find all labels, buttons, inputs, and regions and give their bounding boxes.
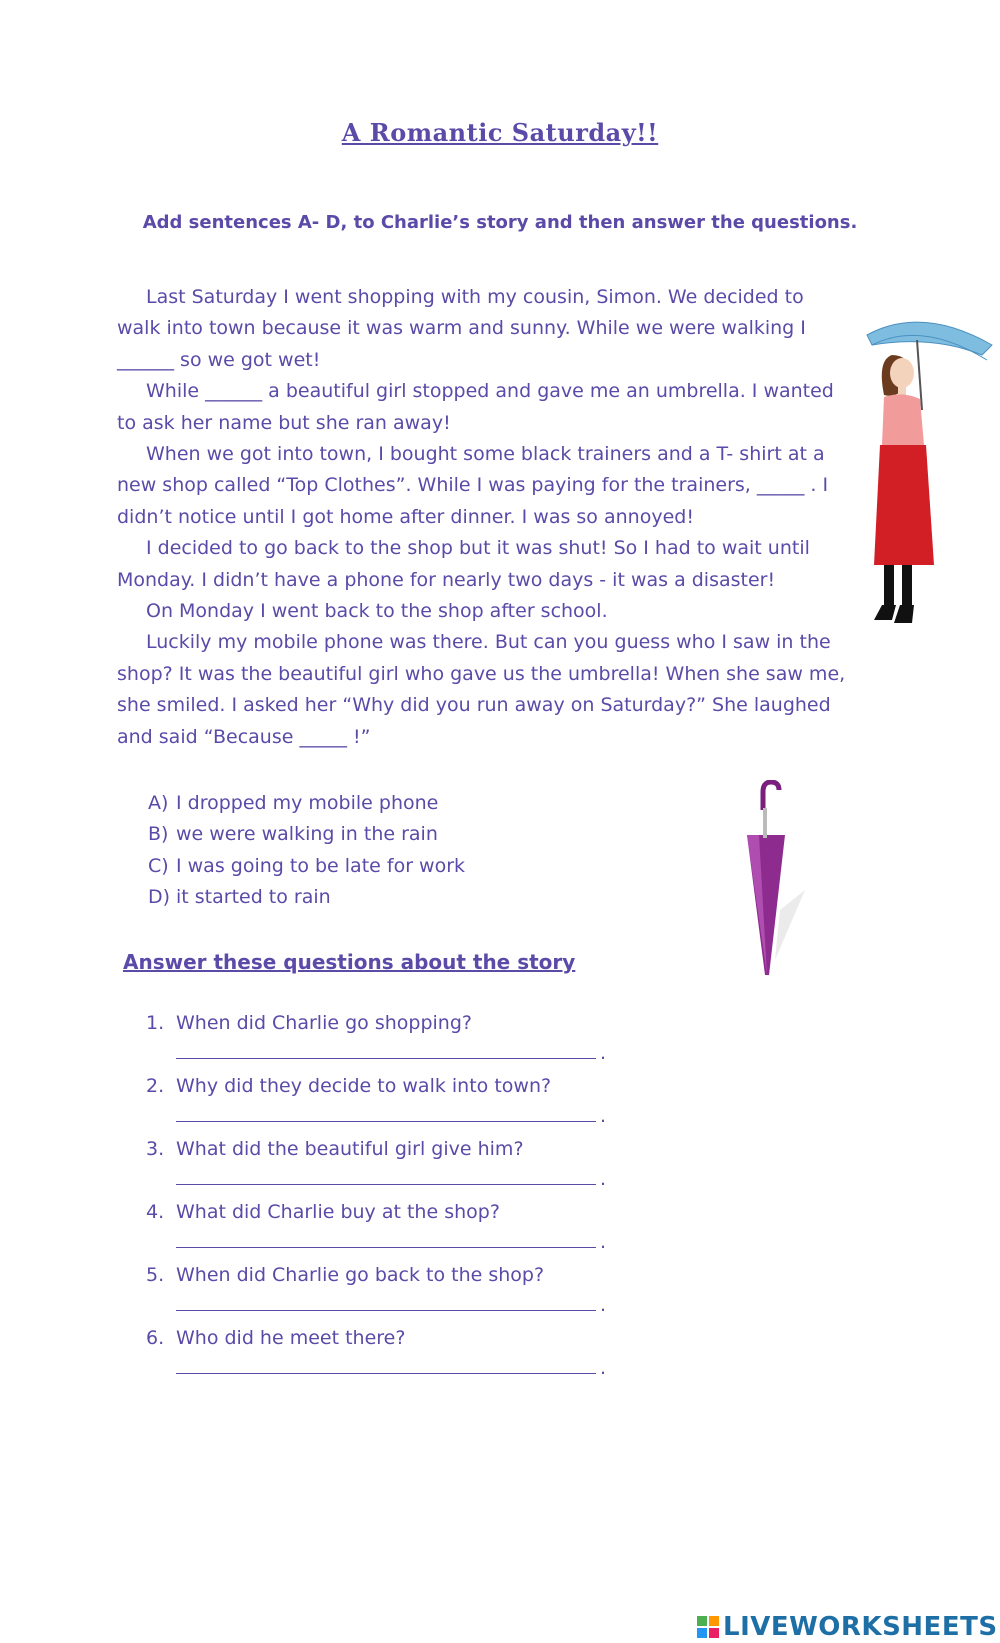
question-number: 3. (146, 1138, 165, 1160)
story-text (117, 282, 853, 753)
option-b (148, 819, 668, 850)
brand-name: LIVEWORKSHEETS (723, 1612, 998, 1642)
story-paragraph: Last Saturday I went shopping with my cousin, Simon. We decided to walk into town because it was warm and sunny. While we were walking I ______ so we got wet! (117, 286, 806, 371)
questions-heading: Answer these questions about the story (123, 950, 576, 974)
question-item (146, 1201, 666, 1264)
story-paragraph: I decided to go back to the shop but it was shut! So I had to wait until Monday. I didn’t have a phone for nearly two days - it was a disaster! (117, 537, 810, 591)
option-text: it started to rain (176, 886, 331, 909)
story-paragraph: On Monday I went back to the shop after school. (146, 600, 608, 623)
liveworksheets-logo-icon (697, 1616, 719, 1638)
question-item (146, 1075, 666, 1138)
answer-line[interactable] (176, 1040, 596, 1059)
sentence-options (148, 788, 668, 914)
option-d (148, 882, 668, 913)
story-paragraph: When we got into town, I bought some black trainers and a T- shirt at a new shop called “Top Clothes”. While I was paying for the trainers, _____ . I didn’t notice until I got home after dinner. I was so annoyed! (117, 443, 829, 528)
girl-with-umbrella-illustration (862, 315, 1000, 655)
question-item (146, 1264, 666, 1327)
question-item (146, 1327, 666, 1390)
answer-line[interactable] (176, 1229, 596, 1248)
option-text: I was going to be late for work (176, 854, 466, 877)
purple-umbrella-illustration (725, 780, 805, 990)
answer-line[interactable] (176, 1355, 596, 1374)
question-text: What did the beautiful girl give him? (176, 1138, 524, 1160)
question-text: Why did they decide to walk into town? (176, 1075, 552, 1097)
footer-brand (697, 1612, 998, 1642)
question-number: 1. (146, 1012, 165, 1034)
option-text: I dropped my mobile phone (176, 792, 439, 814)
option-c (148, 851, 668, 882)
option-letter: D) (148, 886, 171, 909)
question-list (146, 1012, 666, 1390)
answer-line[interactable] (176, 1292, 596, 1311)
question-item (146, 1138, 666, 1201)
option-letter: C) (148, 854, 169, 877)
option-letter: A) (148, 792, 169, 814)
question-number: 4. (146, 1201, 165, 1223)
story-paragraph: Luckily my mobile phone was there. But can you guess who I saw in the shop? It was the beautiful girl who gave us the umbrella! When she saw me, she smiled. I asked her “Why did you run away on Saturday?” She laughed and said “Because _____ !” (117, 631, 846, 748)
answer-line[interactable] (176, 1166, 596, 1185)
question-number: 6. (146, 1327, 165, 1349)
question-number: 5. (146, 1264, 165, 1286)
question-text: When did Charlie go back to the shop? (176, 1264, 545, 1286)
instructions: Add sentences A- D, to Charlie’s story and then answer the questions. (142, 212, 858, 233)
question-text: When did Charlie go shopping? (176, 1012, 472, 1034)
question-number: 2. (146, 1075, 165, 1097)
option-text: we were walking in the rain (176, 823, 438, 846)
option-a (148, 788, 668, 819)
answer-line[interactable] (176, 1103, 596, 1122)
option-letter: B) (148, 823, 169, 846)
story-paragraph: While ______ a beautiful girl stopped and gave me an umbrella. I wanted to ask her name but she ran away! (117, 380, 834, 434)
question-text: What did Charlie buy at the shop? (176, 1201, 500, 1223)
worksheet-title: A Romantic Saturday!! (341, 118, 659, 147)
question-item (146, 1012, 666, 1075)
question-text: Who did he meet there? (176, 1327, 406, 1349)
